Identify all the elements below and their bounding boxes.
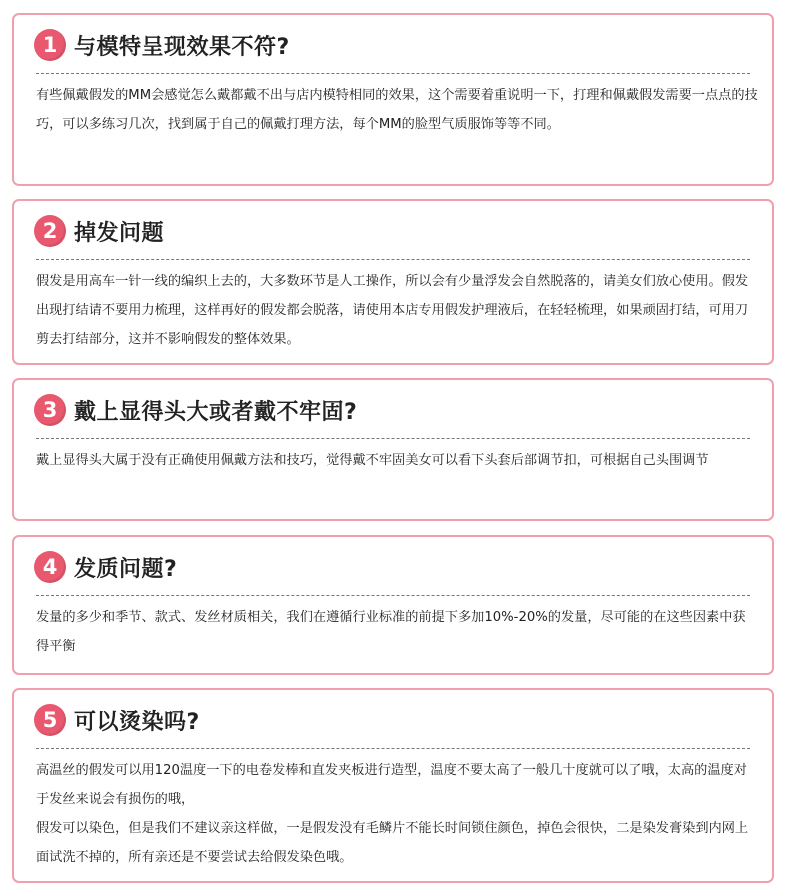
card-paragraph: 假发是用高车一针一线的编织上去的，大多数环节是人工操作，所以会有少量浮发会自然脱落的，请美女们放心使用。假发出现打结请不要用力梳理，这样再好的假发都会脱落，请使用本店专用假发护理液后，在轻轻梳理，如果顽固打结，可用刀剪去打结部分，这并不影响假发的整体效果。 xyxy=(36,274,749,347)
dashed-divider xyxy=(36,259,750,260)
card-header xyxy=(34,215,164,247)
card-body xyxy=(36,446,758,475)
card-header xyxy=(34,394,357,426)
card-body xyxy=(36,267,758,354)
faq-card-1 xyxy=(12,13,774,186)
card-title: 戴上显得头大或者戴不牢固? xyxy=(74,399,358,425)
dashed-divider xyxy=(36,438,750,439)
dashed-divider xyxy=(36,73,750,74)
faq-card-4 xyxy=(12,535,774,675)
card-header xyxy=(34,551,177,583)
card-title: 与模特呈现效果不符? xyxy=(74,34,290,60)
card-body xyxy=(36,603,758,661)
card-title: 发质问题? xyxy=(74,556,178,582)
card-body xyxy=(36,81,758,139)
faq-card-2 xyxy=(12,199,774,365)
number-badge: 3 xyxy=(34,394,66,426)
dashed-divider xyxy=(36,748,750,749)
card-paragraph: 戴上显得头大属于没有正确使用佩戴方法和技巧，觉得戴不牢固美女可以看下头套后部调节扣，可根据自己头围调节 xyxy=(36,453,709,468)
card-body xyxy=(36,756,758,872)
card-paragraph: 假发可以染色，但是我们不建议亲这样做，一是假发没有毛鳞片不能长时间锁住颜色，掉色会很快，二是染发膏染到内网上面试洗不掉的，所有亲还是不要尝试去给假发染色哦。 xyxy=(36,821,749,865)
faq-card-3 xyxy=(12,378,774,521)
card-title: 掉发问题 xyxy=(74,220,165,246)
card-paragraph: 有些佩戴假发的MM会感觉怎么戴都戴不出与店内模特相同的效果，这个需要着重说明一下，打理和佩戴假发需要一点点的技巧，可以多练习几次，找到属于自己的佩戴打理方法，每个MM的脸型气质服饰等等不同。 xyxy=(36,88,758,132)
card-title: 可以烫染吗? xyxy=(74,709,200,735)
number-badge: 1 xyxy=(34,29,66,61)
card-header xyxy=(34,29,290,61)
card-paragraph: 高温丝的假发可以用120温度一下的电卷发棒和直发夹板进行造型，温度不要太高了一般几十度就可以了哦，太高的温度对于发丝来说会有损伤的哦， xyxy=(36,763,747,807)
card-header xyxy=(34,704,200,736)
number-badge: 2 xyxy=(34,215,66,247)
number-badge: 5 xyxy=(34,704,66,736)
number-badge: 4 xyxy=(34,551,66,583)
faq-card-5 xyxy=(12,688,774,883)
dashed-divider xyxy=(36,595,750,596)
card-paragraph: 发量的多少和季节、款式、发丝材质相关，我们在遵循行业标准的前提下多加10%-20%的发量，尽可能的在这些因素中获得平衡 xyxy=(36,610,746,654)
